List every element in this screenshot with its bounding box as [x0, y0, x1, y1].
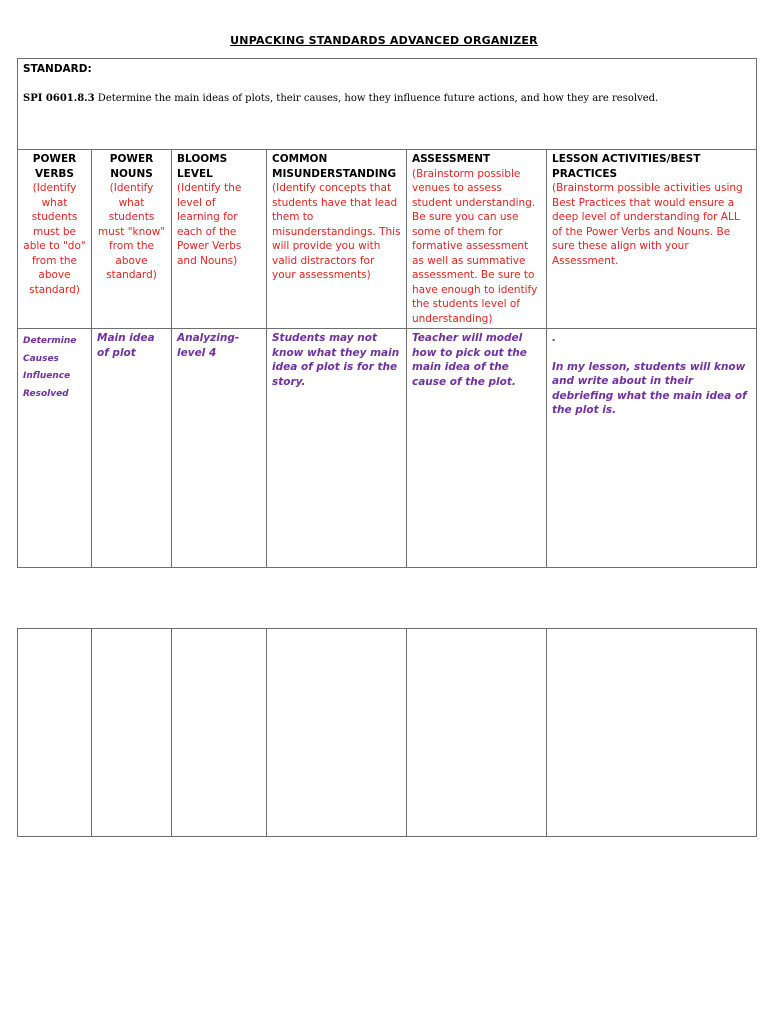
cell-power-verbs: [18, 329, 92, 568]
cell-misunderstanding: [267, 329, 407, 568]
power-nouns-text: Main idea of plot: [97, 332, 155, 359]
lesson-activities-text: In my lesson, students will know and write about in their debriefing what the main idea of the plot is.: [552, 360, 747, 416]
cell-assessment: [407, 329, 547, 568]
document-title: UNPACKING STANDARDS ADVANCED ORGANIZER: [230, 34, 538, 47]
standard-text: Determine the main ideas of plots, their causes, how they influence future actions, and how they are resolved.: [94, 92, 659, 104]
heading-lesson-activities: LESSON ACTIVITIES/BEST PRACTICES: [552, 153, 701, 180]
instructions-power-verbs: (Identify what students must be able to "do" from the above standard): [23, 182, 86, 296]
blank-row: [18, 629, 757, 837]
blank-cell[interactable]: [92, 629, 172, 837]
response-row: [18, 329, 757, 568]
heading-assessment: ASSESSMENT: [412, 153, 491, 165]
spacer: [552, 346, 751, 360]
cell-power-nouns: [92, 329, 172, 568]
header-blooms-level: [172, 150, 267, 329]
blank-organizer-table: [17, 628, 757, 837]
standard-code: SPI 0601.8.3: [23, 92, 95, 104]
cell-blooms-level: [172, 329, 267, 568]
blank-cell[interactable]: [18, 629, 92, 837]
header-assessment: [407, 150, 547, 329]
instructions-power-nouns: (Identify what students must "know" from the above standard): [97, 182, 166, 281]
heading-blooms-level: BLOOMS LEVEL: [177, 153, 228, 180]
standard-label: STANDARD:: [23, 63, 92, 75]
blank-cell[interactable]: [267, 629, 407, 837]
heading-misunderstanding: COMMON MISUNDERSTANDING: [272, 153, 397, 180]
organizer-table: [17, 58, 757, 568]
lesson-bullet: .: [552, 332, 556, 344]
heading-power-verbs: POWER VERBS: [32, 153, 77, 180]
instructions-assessment: (Brainstorm possible venues to assess student understanding. Be sure you can use some of them for formative assessment as well as summative assessment. Be sure to have enough to identify the students level of understanding): [412, 167, 538, 325]
standard-cell: [18, 59, 757, 150]
blank-cell[interactable]: [407, 629, 547, 837]
assessment-text: Teacher will model how to pick out the main idea of the cause of the plot.: [412, 332, 527, 388]
power-verb-item: Causes: [23, 353, 59, 364]
header-lesson-activities: [547, 150, 757, 329]
instructions-blooms-level: (Identify the level of learning for each of the Power Verbs and Nouns): [177, 182, 242, 267]
standard-row: [18, 59, 757, 150]
header-row: [18, 150, 757, 329]
header-power-nouns: [92, 150, 172, 329]
power-verb-item: Influence: [23, 371, 71, 381]
misunderstanding-text: Students may not know what they main idea of plot is for the story.: [272, 332, 400, 388]
standard-statement: [23, 91, 751, 106]
blank-cell[interactable]: [547, 629, 757, 837]
cell-lesson-activities: [547, 329, 757, 568]
power-verb-item: Determine: [23, 336, 77, 346]
instructions-misunderstanding: (Identify concepts that students have that lead them to misunderstandings. This will provide you with valid distractors for your assessments): [272, 182, 401, 281]
blank-cell[interactable]: [172, 629, 267, 837]
instructions-lesson-activities: (Brainstorm possible activities using Best Practices that would ensure a deep level of understanding for ALL of the Power Verbs and Nouns. Be sure these align with your Assessment.: [552, 182, 743, 267]
header-misunderstanding: [267, 150, 407, 329]
header-power-verbs: [18, 150, 92, 329]
power-verb-item: Resolved: [23, 388, 69, 399]
blooms-level-text: Analyzing- level 4: [177, 332, 240, 359]
heading-power-nouns: POWER NOUNS: [109, 153, 154, 180]
